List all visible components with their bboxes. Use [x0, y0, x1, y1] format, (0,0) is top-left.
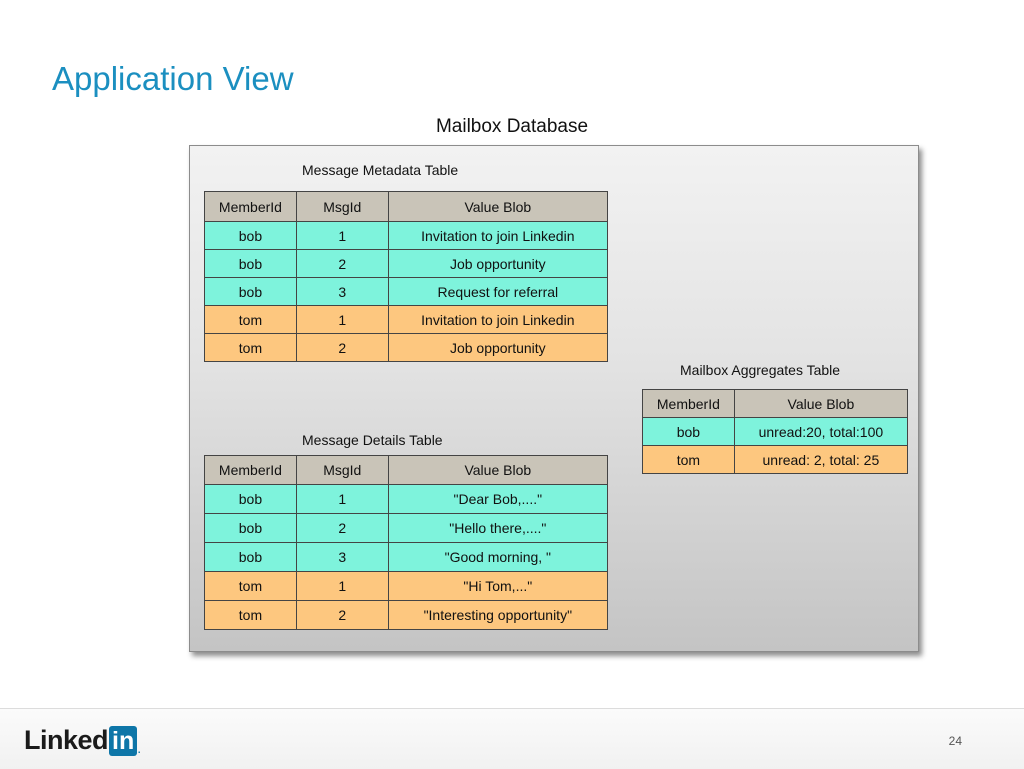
column-header: Value Blob	[388, 456, 607, 485]
member-cell: tom	[643, 446, 735, 474]
table-row	[205, 514, 608, 543]
table-row	[205, 222, 608, 250]
msgid-cell: 1	[296, 485, 388, 514]
logo-wordmark: Linked	[24, 725, 109, 755]
logo-in-box: in	[109, 726, 137, 756]
value-cell: Job opportunity	[388, 334, 607, 362]
column-header: MemberId	[643, 390, 735, 418]
table-row	[205, 278, 608, 306]
logo-dot: .	[137, 740, 142, 756]
member-cell: tom	[205, 306, 297, 334]
msgid-cell: 2	[296, 601, 388, 630]
member-cell: tom	[205, 572, 297, 601]
value-cell: "Hello there,...."	[388, 514, 607, 543]
value-cell: "Hi Tom,..."	[388, 572, 607, 601]
table-row	[643, 446, 908, 474]
table-row	[205, 250, 608, 278]
metadata-table	[204, 191, 608, 362]
value-cell: unread: 2, total: 25	[734, 446, 907, 474]
value-cell: "Interesting opportunity"	[388, 601, 607, 630]
slide-title: Application View	[52, 60, 294, 97]
value-cell: Request for referral	[388, 278, 607, 306]
table-row	[205, 306, 608, 334]
member-cell: bob	[205, 514, 297, 543]
member-cell: tom	[205, 334, 297, 362]
value-cell: Invitation to join Linkedin	[388, 306, 607, 334]
member-cell: bob	[643, 418, 735, 446]
member-cell: bob	[205, 278, 297, 306]
details-table-caption: Message Details Table	[302, 432, 443, 448]
msgid-cell: 2	[296, 250, 388, 278]
msgid-cell: 1	[296, 572, 388, 601]
table-row	[205, 601, 608, 630]
member-cell: tom	[205, 601, 297, 630]
value-cell: unread:20, total:100	[734, 418, 907, 446]
table-header-row	[205, 192, 608, 222]
value-cell: "Dear Bob,...."	[388, 485, 607, 514]
column-header: Value Blob	[734, 390, 907, 418]
msgid-cell: 1	[296, 306, 388, 334]
column-header: MsgId	[296, 456, 388, 485]
details-table	[204, 455, 608, 630]
column-header: MsgId	[296, 192, 388, 222]
column-header: Value Blob	[388, 192, 607, 222]
page-number: 24	[948, 734, 962, 748]
table-row	[205, 572, 608, 601]
table-row	[205, 485, 608, 514]
member-cell: bob	[205, 485, 297, 514]
linkedin-logo	[24, 725, 141, 755]
table-row	[205, 543, 608, 572]
msgid-cell: 2	[296, 334, 388, 362]
column-header: MemberId	[205, 192, 297, 222]
value-cell: Invitation to join Linkedin	[388, 222, 607, 250]
value-cell: "Good morning, "	[388, 543, 607, 572]
msgid-cell: 2	[296, 514, 388, 543]
column-header: MemberId	[205, 456, 297, 485]
value-cell: Job opportunity	[388, 250, 607, 278]
table-header-row	[643, 390, 908, 418]
database-title: Mailbox Database	[435, 116, 589, 137]
member-cell: bob	[205, 222, 297, 250]
msgid-cell: 3	[296, 278, 388, 306]
aggregates-table-caption: Mailbox Aggregates Table	[680, 362, 841, 378]
metadata-table-caption: Message Metadata Table	[302, 162, 459, 178]
table-header-row	[205, 456, 608, 485]
member-cell: bob	[205, 250, 297, 278]
member-cell: bob	[205, 543, 297, 572]
msgid-cell: 3	[296, 543, 388, 572]
msgid-cell: 1	[296, 222, 388, 250]
table-row	[205, 334, 608, 362]
aggregates-table	[642, 389, 908, 474]
slide-footer	[0, 708, 1024, 769]
table-row	[643, 418, 908, 446]
